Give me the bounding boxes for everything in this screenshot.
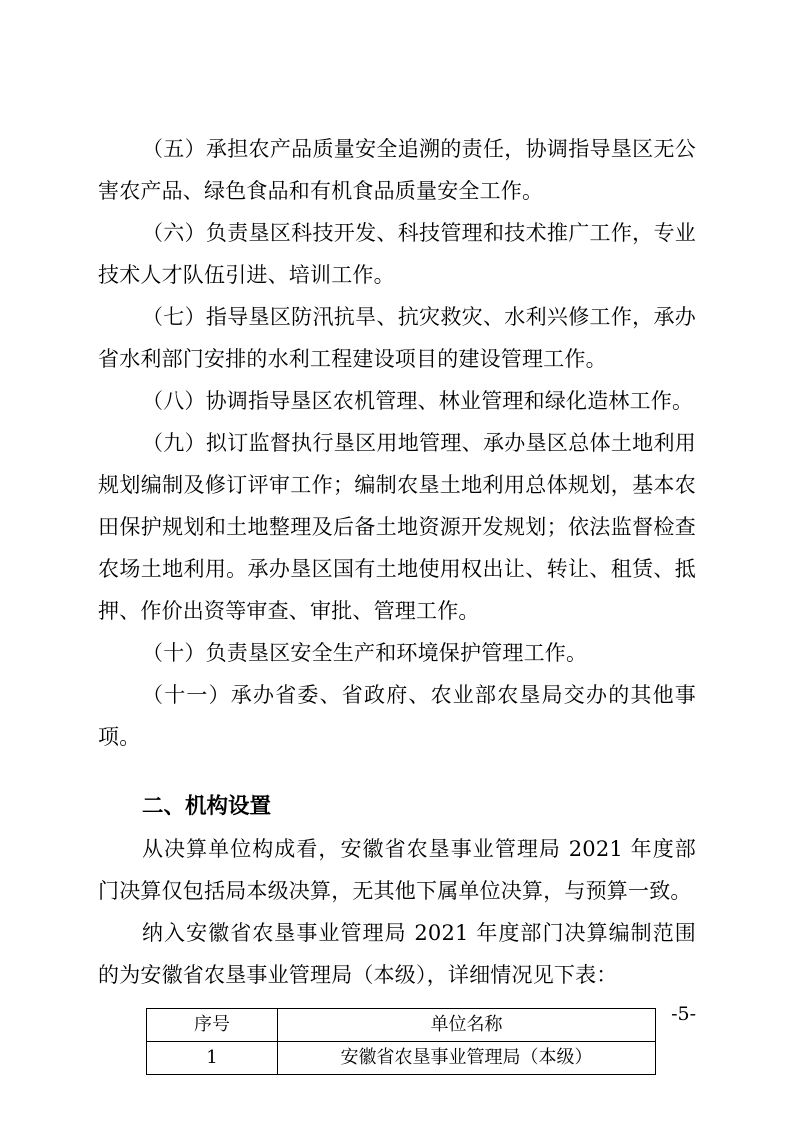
table-cell-name: 安徽省农垦事业管理局（本级） (278, 1042, 656, 1075)
table-header-row (147, 1009, 656, 1042)
paragraph-6: （六）负责垦区科技开发、科技管理和技术推广工作，专业技术人才队伍引进、培训工作。 (98, 221, 696, 287)
section-spacer (98, 758, 696, 786)
section-paragraph-1: 从决算单位构成看，安徽省农垦事业管理局 2021 年度部门决算仅包括局本级决算，无其他下属单位决算，与预算一致。 (98, 837, 696, 903)
paragraph-9: （九）拟订监督执行垦区用地管理、承办垦区总体土地利用规划编制及修订评审工作；编制农垦土地利用总体规划，基本农田保护规划和土地整理及后备土地资源开发规划；依法监督检查农场土地利用。承办垦区国有土地使用权出让、转让、租赁、抵押、作价出资等审查、审批、管理工作。 (98, 431, 696, 623)
paragraph-11: （十一）承办省委、省政府、农业部农垦局交办的其他事项。 (98, 683, 696, 749)
paragraph-7: （七）指导垦区防汛抗旱、抗灾救灾、水利兴修工作，承办省水利部门安排的水利工程建设项目的建设管理工作。 (98, 305, 696, 371)
table-cell-no: 1 (147, 1042, 278, 1075)
table-header-cell-name: 单位名称 (278, 1009, 656, 1042)
page-number: -5- (671, 1003, 696, 1025)
paragraph-8: （八）协调指导垦区农机管理、林业管理和绿化造林工作。 (142, 389, 694, 413)
section-heading-organization: 二、机构设置 (142, 794, 272, 819)
unit-table (146, 1008, 656, 1075)
paragraph-10: （十）负责垦区安全生产和环境保护管理工作。 (142, 641, 588, 665)
section-paragraph-2: 纳入安徽省农垦事业管理局 2021 年度部门决算编制范围的为安徽省农垦事业管理局（本级），详细情况见下表： (98, 921, 696, 987)
table-header-cell-no: 序号 (147, 1009, 278, 1042)
table-row (147, 1042, 656, 1075)
paragraph-5: （五）承担农产品质量安全追溯的责任，协调指导垦区无公害农产品、绿色食品和有机食品质量安全工作。 (98, 137, 696, 203)
